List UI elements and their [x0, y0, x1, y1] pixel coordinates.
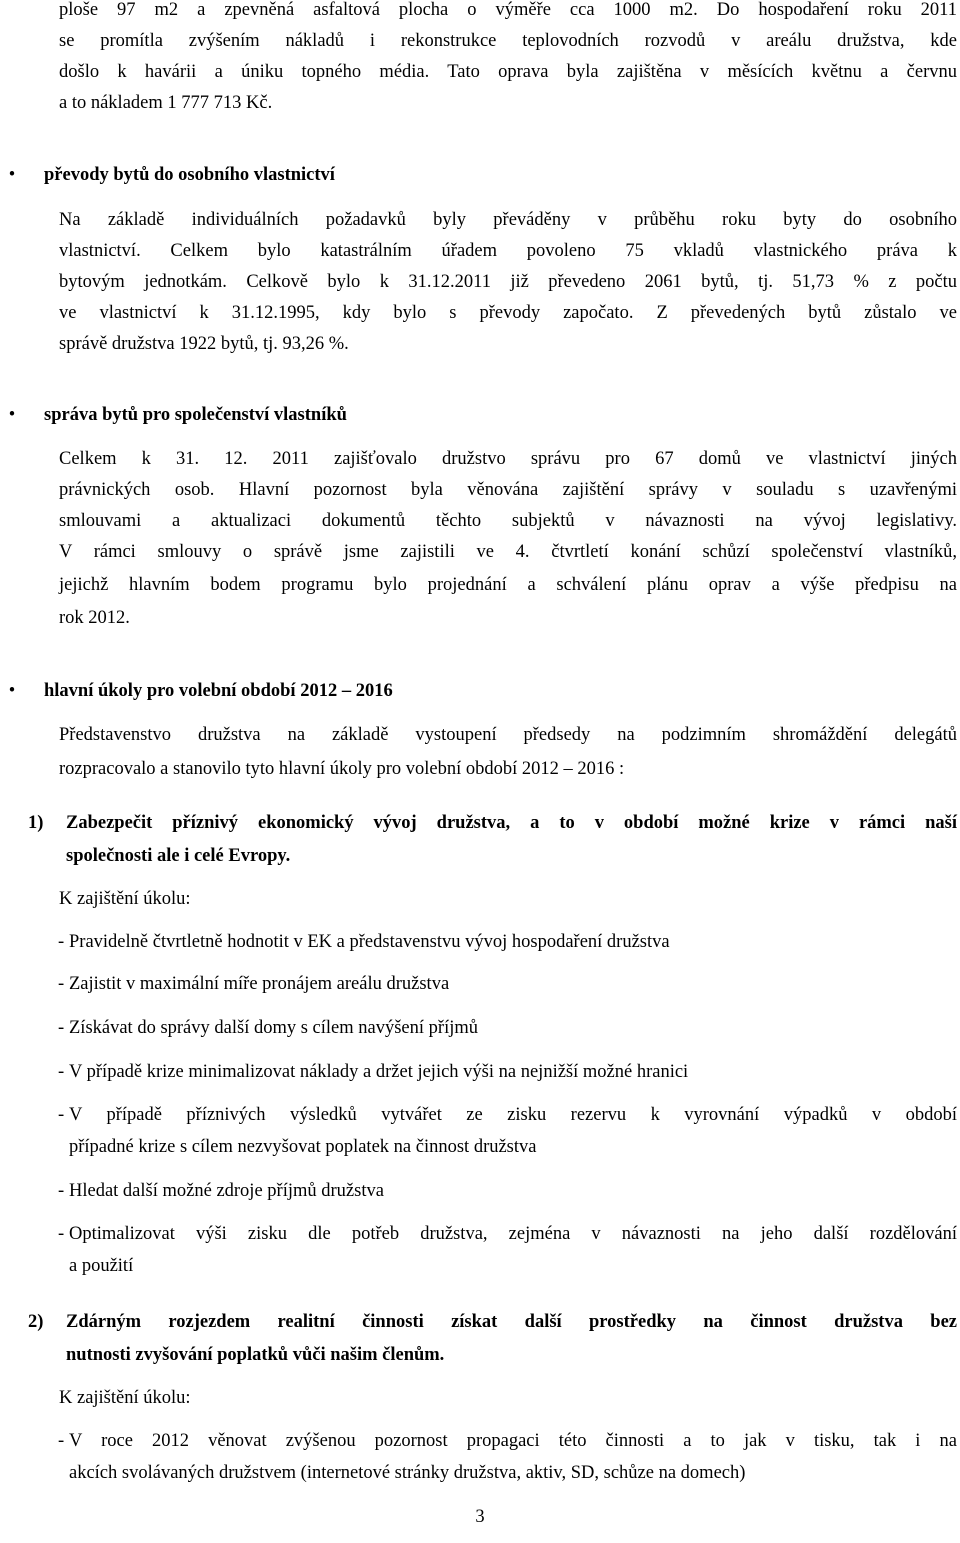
s1-line-4: ve vlastnictví k 31.12.1995, kdy bylo s převody započato. Z převedených bytů zůstalo ve [59, 303, 957, 323]
list-item: V případě příznivých výsledků vytvářet ze zisku rezervu k vyrovnání výpadků v období [69, 1105, 957, 1125]
list-item: Pravidelně čtvrtletně hodnotit v EK a představenstvu vývoj hospodaření družstva [69, 932, 670, 952]
list-dash: - [58, 1224, 65, 1244]
task2-subheading: K zajištění úkolu: [59, 1388, 191, 1408]
s2-line-5: jejichž hlavním bodem programu bylo projednání a schválení plánu oprav a výše předpisu na [59, 575, 957, 595]
intro-line-2: se promítla zvýšením nákladů i rekonstrukce teplovodních rozvodů v areálu družstva, kde [59, 31, 957, 51]
list-dash: - [58, 974, 65, 994]
s2-line-1: Celkem k 31. 12. 2011 zajišťovalo družstvo správu pro 67 domů ve vlastnictví jiných [59, 449, 957, 469]
section-heading-tasks: hlavní úkoly pro volební období 2012 – 2016 [44, 681, 393, 701]
intro-line-4: a to nákladem 1 777 713 Kč. [59, 93, 273, 113]
list-dash: - [58, 1018, 65, 1038]
section-heading-management: správa bytů pro společenství vlastníků [44, 405, 347, 425]
section-heading-transfers: převody bytů do osobního vlastnictví [44, 165, 335, 185]
intro-line-3: došlo k havárii a úniku topného média. Tato oprava byla zajištěna v měsících květnu a červnu [59, 62, 957, 82]
list-dash: - [58, 1062, 65, 1082]
task2-title-line-2: nutnosti zvyšování poplatků vůči našim členům. [66, 1345, 445, 1365]
bullet-icon: • [8, 681, 16, 701]
s2-line-3: smlouvami a aktualizaci dokumentů těchto subjektů v návaznosti na vývoj legislativy. [59, 511, 957, 531]
s1-line-5: správě družstva 1922 bytů, tj. 93,26 %. [59, 334, 349, 354]
task1-subheading: K zajištění úkolu: [59, 889, 191, 909]
s1-line-3: bytovým jednotkám. Celkově bylo k 31.12.2011 již převedeno 2061 bytů, tj. 51,73 % z počtu [59, 272, 957, 292]
list-dash: - [58, 1181, 65, 1201]
s2-line-4: V rámci smlouvy o správě jsme zajistili ve 4. čtvrtletí konání schůzí společenství vlastníků, [59, 542, 957, 562]
list-item: Hledat další možné zdroje příjmů družstva [69, 1181, 384, 1201]
task1-title-line-1: Zabezpečit příznivý ekonomický vývoj družstva, a to v období možné krize v rámci naší [66, 813, 957, 833]
list-item-continuation: případné krize s cílem nezvyšovat poplatek na činnost družstva [69, 1137, 537, 1157]
list-dash: - [58, 1431, 65, 1451]
bullet-icon: • [8, 165, 16, 185]
page-number: 3 [475, 1507, 485, 1527]
intro-line-1: ploše 97 m2 a zpevněná asfaltová plocha o výměře cca 1000 m2. Do hospodaření roku 2011 [59, 0, 957, 20]
task-number: 1) [28, 813, 44, 833]
list-item-continuation: a použití [69, 1256, 134, 1276]
s1-line-1: Na základě individuálních požadavků byly převáděny v průběhu roku byty do osobního [59, 210, 957, 230]
list-item: V případě krize minimalizovat náklady a držet jejich výši na nejnižší možné hranici [69, 1062, 689, 1082]
s1-line-2: vlastnictví. Celkem bylo katastrálním úřadem povoleno 75 vkladů vlastnického práva k [59, 241, 957, 261]
s3-line-1: Představenstvo družstva na základě vystoupení předsedy na podzimním shromáždění delegátů [59, 725, 957, 745]
s2-line-2: právnických osob. Hlavní pozornost byla věnována zajištění správy v souladu s uzavřenými [59, 480, 957, 500]
list-item-continuation: akcích svolávaných družstvem (internetové stránky družstva, aktiv, SD, schůze na domech) [69, 1463, 746, 1483]
s2-line-6: rok 2012. [59, 608, 130, 628]
list-item: Získávat do správy další domy s cílem navýšení příjmů [69, 1018, 478, 1038]
task-number: 2) [28, 1312, 44, 1332]
s3-line-2: rozpracovalo a stanovilo tyto hlavní úkoly pro volební období 2012 – 2016 : [59, 759, 625, 779]
task2-title-line-1: Zdárným rozjezdem realitní činnosti získat další prostředky na činnost družstva bez [66, 1312, 957, 1332]
list-item: Zajistit v maximální míře pronájem areálu družstva [69, 974, 450, 994]
task1-title-line-2: společnosti ale i celé Evropy. [66, 846, 291, 866]
list-dash: - [58, 1105, 65, 1125]
list-item: V roce 2012 věnovat zvýšenou pozornost propagaci této činnosti a to jak v tisku, tak i na [69, 1431, 957, 1451]
list-dash: - [58, 932, 65, 952]
bullet-icon: • [8, 405, 16, 425]
list-item: Optimalizovat výši zisku dle potřeb družstva, zejména v návaznosti na jeho další rozdělování [69, 1224, 957, 1244]
